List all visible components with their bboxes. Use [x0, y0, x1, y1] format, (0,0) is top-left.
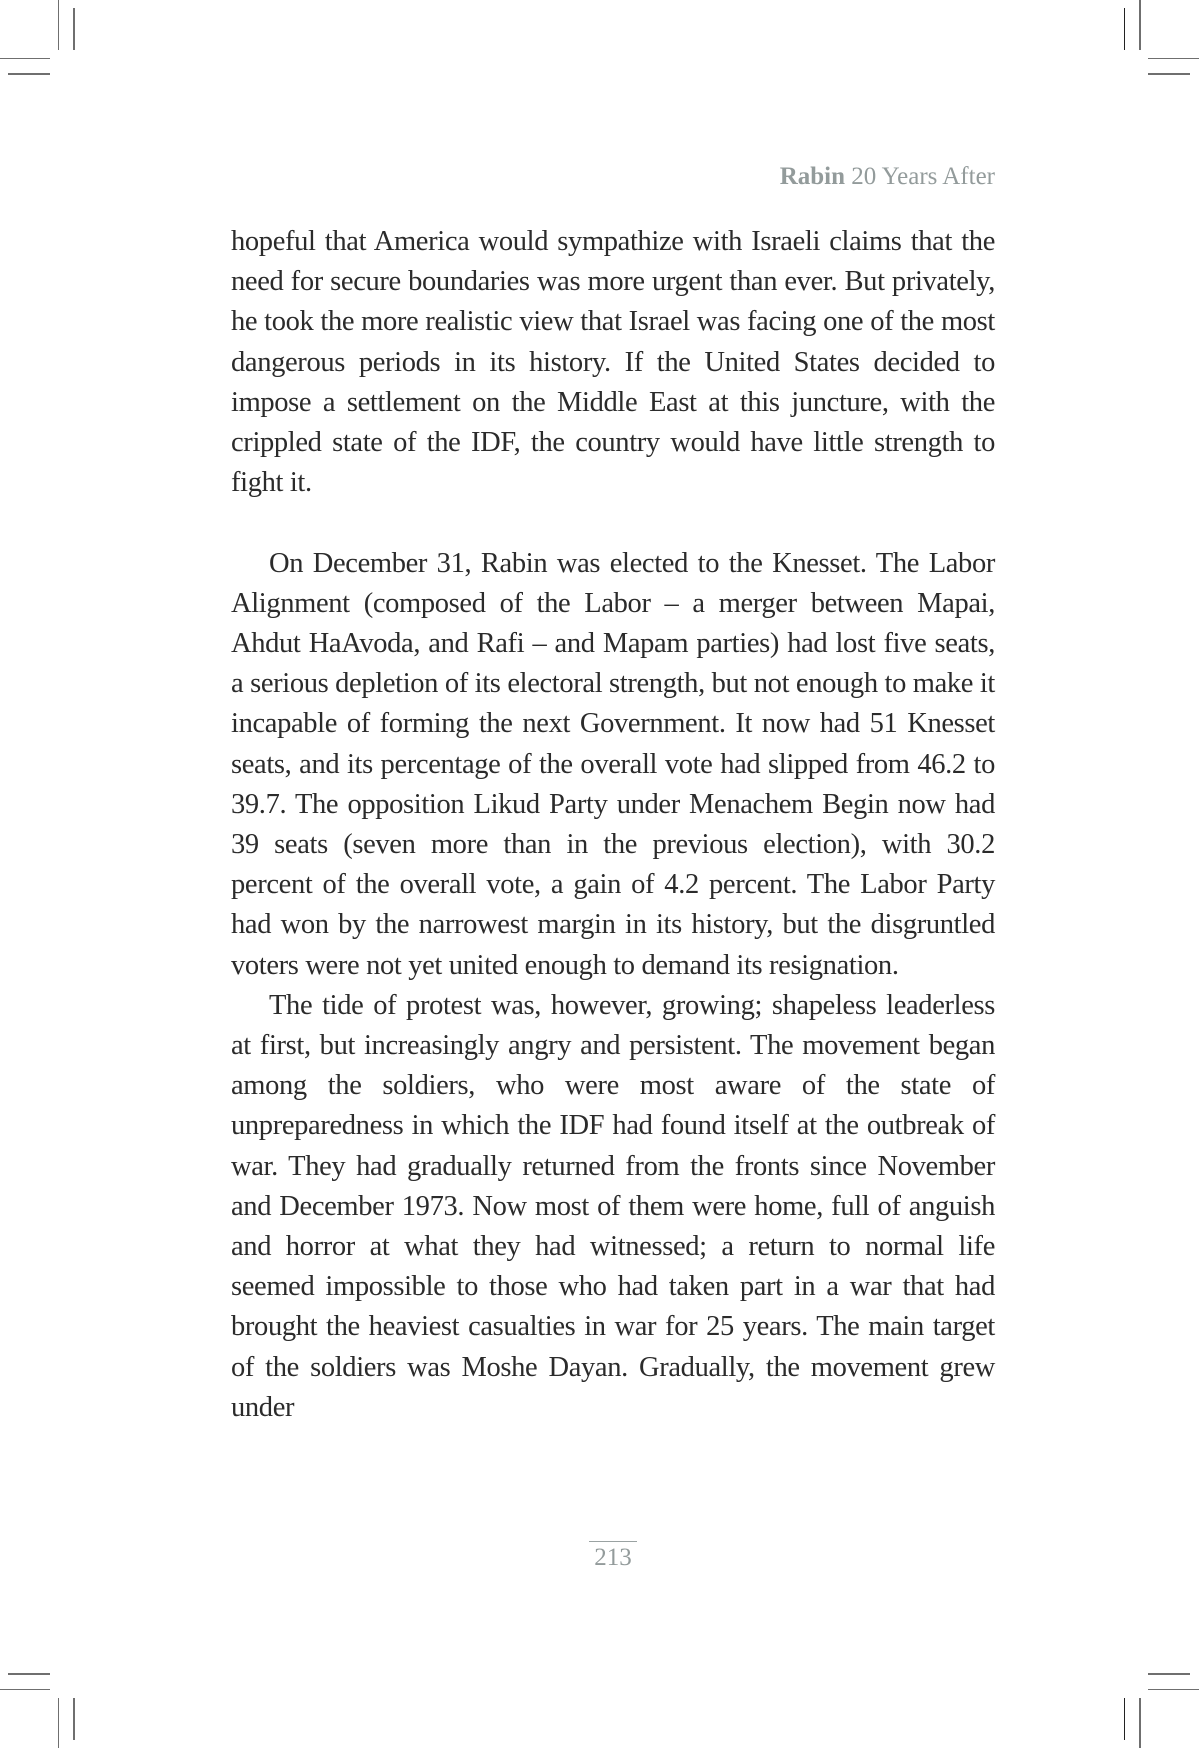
running-header: [780, 163, 995, 191]
paragraph-election: On December 31, Rabin was elected to the Knesset. The Labor Alignment (composed of the Labor – a merger between Mapai, Ahdut HaAvoda, and Rafi – and Mapam parties) had lost five seats, a serious depletion of its electoral strength, but not enough to make it incapable of forming the next Government. It now had 51 Knesset seats, and its percentage of the overall vote had slipped from 46.2 to 39.7. The opposition Likud Party under Menachem Begin now had 39 seats (seven more than in the previous election), with 30.2 percent of the overall vote, a gain of 4.2 percent. The Labor Party had won by the narrowest margin in its history, but the disgruntled voters were not yet united enough to demand its resignation.: [231, 547, 995, 981]
crop-mark-bottom-left-horizontal-outer: [0, 1689, 50, 1690]
crop-mark-bottom-left-vertical-outer: [58, 1698, 59, 1748]
crop-mark-top-right-vertical-inner: [1124, 8, 1125, 50]
running-header-subtitle: 20 Years After: [845, 163, 995, 190]
crop-mark-bottom-right-vertical-outer: [1139, 1698, 1141, 1748]
crop-mark-top-left-horizontal-inner: [8, 73, 50, 75]
crop-mark-bottom-right-horizontal-outer: [1148, 1689, 1199, 1690]
running-header-bold-title: Rabin: [779, 163, 845, 190]
crop-mark-bottom-left-horizontal-inner: [8, 1673, 50, 1675]
crop-mark-bottom-right-horizontal-inner: [1148, 1673, 1190, 1675]
page-number-rule: [589, 1541, 637, 1542]
crop-mark-top-left-vertical-outer: [58, 0, 59, 50]
body-text: [231, 222, 995, 1428]
crop-mark-top-left-horizontal-outer: [0, 58, 50, 59]
crop-mark-top-right-horizontal-outer: [1148, 58, 1199, 59]
paragraph-continuation: hopeful that America would sympathize with Israeli claims that the need for secure boundaries was more urgent than ever. But privately, he took the more realistic view that Israel was facing one of the most dangerous periods in its history. If the United States decided to impose a settlement on the Middle East at this juncture, with the crippled state of the IDF, the country would have little strength to fight it.: [231, 226, 995, 499]
crop-mark-top-right-vertical-outer: [1139, 0, 1141, 50]
crop-mark-bottom-right-vertical-inner: [1124, 1698, 1125, 1740]
crop-mark-top-right-horizontal-inner: [1148, 73, 1190, 75]
paragraph-protest: The tide of protest was, however, growing; shapeless leaderless at first, but increasingly angry and persistent. The movement began among the soldiers, who were most aware of the state of unpreparedness in which the IDF had found itself at the outbreak of war. They had gradually returned from the fronts since November and December 1973. Now most of them were home, full of anguish and horror at what they had witnessed; a return to normal life seemed impossible to those who had taken part in a war that had brought the heaviest casualties in war for 25 years. The main target of the soldiers was Moshe Dayan. Gradually, the movement grew under: [231, 989, 995, 1423]
crop-mark-bottom-left-vertical-inner: [73, 1698, 75, 1740]
crop-mark-top-left-vertical-inner: [73, 8, 75, 50]
page-number: 213: [594, 1544, 632, 1571]
